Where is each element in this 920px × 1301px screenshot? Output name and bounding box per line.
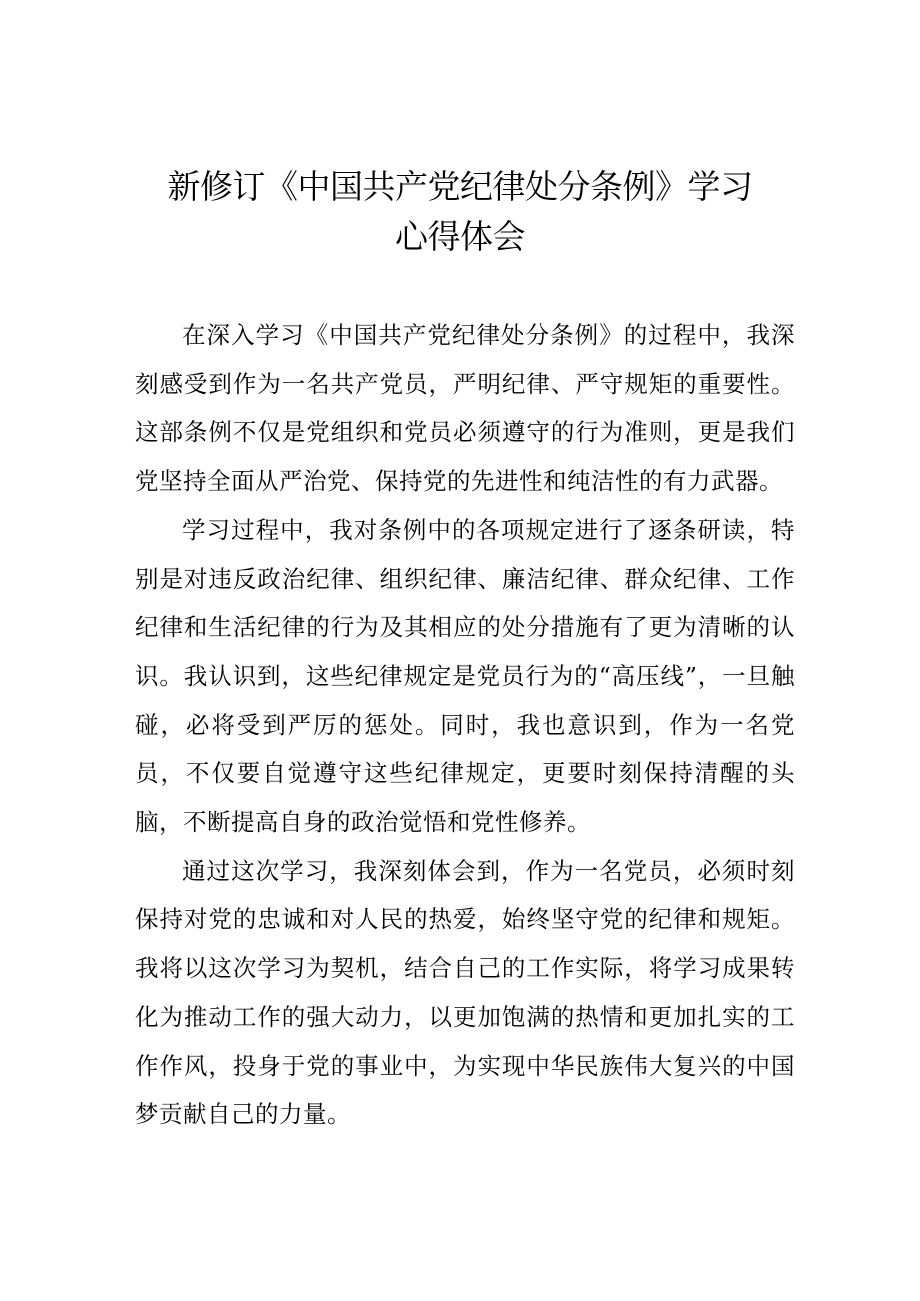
paragraph-3: 通过这次学习，我深刻体会到，作为一名党员，必须时刻保持对党的忠诚和对人民的热爱，始终坚守党的纪律和规矩。我将以这次学习为契机，结合自己的工作实际，将学习成果转化为推动工作的强大动力，以更加饱满的热情和更加扎实的工作作风，投身于党的事业中，为实现中华民族伟大复兴的中国梦贡献自己的力量。	[135, 856, 795, 1129]
paragraph-1: 在深入学习《中国共产党纪律处分条例》的过程中，我深刻感受到作为一名共产党员，严明纪律、严守规矩的重要性。这部条例不仅是党组织和党员必须遵守的行为准则，更是我们党坚持全面从严治党、保持党的先进性和纯洁性的有力武器。	[135, 321, 795, 496]
paragraph-2: 学习过程中，我对条例中的各项规定进行了逐条研读，特别是对违反政治纪律、组织纪律、廉洁纪律、群众纪律、工作纪律和生活纪律的行为及其相应的处分措施有了更为清晰的认识。我认识到，这些纪律规定是党员行为的“高压线”，一旦触碰，必将受到严厉的惩处。同时，我也意识到，作为一名党员，不仅要自觉遵守这些纪律规定，更要时刻保持清醒的头脑，不断提高自身的政治觉悟和党性修养。	[135, 515, 795, 837]
title-line-1: 新修订《中国共产党纪律处分条例》学习	[167, 167, 753, 206]
document-body	[135, 311, 795, 1139]
document-title	[110, 162, 810, 262]
title-line-2: 心得体会	[395, 217, 525, 256]
